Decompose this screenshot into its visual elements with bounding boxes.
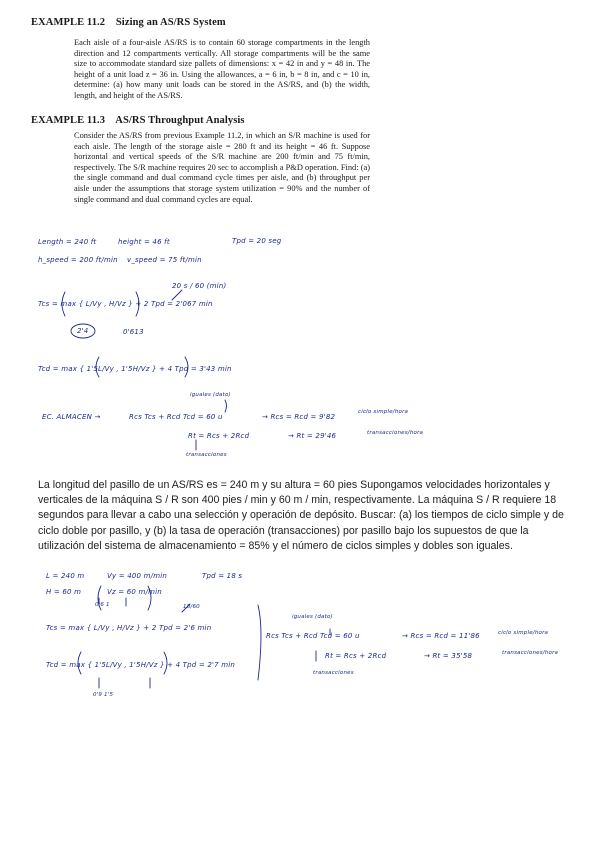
note-unit-transacciones: transacciones/hora (367, 430, 424, 436)
spanish-problem-statement: La longitud del pasillo de un AS/RS es = 240 m y su altura = 60 pies Supongamos velocidades horizontales y verticales de la máquina S / R son 400 pies / min y 60 m / min, respectivamente. La máquina S / R requiere 18 segundos para llevar a cabo una selección y operación de depósito. Buscar: (a) los tiempos de ciclo simple y de ciclo doble por pasillo, y (b) la tasa de operación (transacciones) por pasillo bajo los supuestos de que la utilización del sistema de almacenamiento = 85% y el número de ciclos simples y dobles son iguales. (38, 479, 564, 552)
example-11-2-body: Each aisle of a four-aisle AS/RS is to contain 60 storage compartments in the length direction and 12 compartments vertically. All storage compartments will be the same size to accommodate standard size pallets of dimensions: x = 42 in and y = 48 in. The height of a unit load z = 36 in. Using the allowances, a = 6 in, b = 8 in, and c = 10 in, determine: (a) how many unit loads can be stored in the AS/RS, and (b) the width, length, and height of the AS/RS. (74, 38, 370, 100)
note2-iguales: iguales (dato) (292, 614, 333, 620)
note2-length: L = 240 m (46, 572, 85, 580)
note-tcs-formula: Tcs = max { L/Vy , H/Vz } + 2 Tpd = 2'067 min (38, 300, 213, 308)
note2-tcs-formula: Tcs = max { L/Vy , H/Vz } + 2 Tpd = 2'6 min (46, 624, 212, 632)
example-title: Sizing an AS/RS System (115, 17, 226, 28)
note2-tcd-formula: Tcd = max { 1'5L/Vy , 1'5H/Vz } + 4 Tpd = 2'7 min (46, 661, 235, 669)
note-rt-equation: Rt = Rcs + 2Rcd (188, 432, 250, 440)
note-tcd-formula: Tcd = max { 1'5L/Vy , 1'5H/Vz } + 4 Tpd = 3'43 min (38, 365, 232, 373)
note-circled-value: 2'4 (77, 327, 89, 335)
note2-transacciones: transacciones (313, 670, 354, 676)
example-11-3-body: Consider the AS/RS from previous Example 11.2, in which an S/R machine is used for each aisle. The length of the storage aisle = 280 ft and its height = 46 ft. Suppose horizontal and vertical speeds of the S/R machine are 200 ft/min and 75 ft/min, respectively. The S/R machine requires 20 sec to accomplish a P&D operation. Find: (a) the single command and dual command cycle times per aisle, and (b) throughput per aisle under the assumptions that storage system utilization = 90% and the number of single command and dual command cycles are equal. (74, 131, 370, 204)
note-rcs-equation: Rcs Tcs + Rcd Tcd = 60 u (129, 413, 223, 421)
note-tpd: Tpd = 20 seg (232, 237, 282, 245)
note-length: Length = 240 ft (38, 238, 97, 246)
note2-tpd: Tpd = 18 s (202, 572, 243, 580)
note-height: height = 46 ft (118, 238, 170, 246)
note2-rcs-equation: Rcs Tcs + Rcd Tcd = 60 u (266, 632, 360, 640)
note-h-speed: h_speed = 200 ft/min (38, 256, 118, 264)
note2-unit-ciclo: ciclo simple/hora (498, 630, 549, 636)
note-result-rt: → Rt = 29'46 (288, 432, 337, 440)
note2-fraction: 18/60 (183, 604, 200, 610)
example-number: EXAMPLE 11.2 (31, 17, 106, 28)
example-number: EXAMPLE 11.3 (31, 115, 106, 126)
note-v-speed: v_speed = 75 ft/min (127, 256, 202, 264)
note-value-0613: 0'613 (123, 328, 144, 336)
note2-unit-transacciones: transacciones/hora (502, 650, 559, 656)
note2-top-values: 0'6 1 (95, 602, 110, 608)
note-fraction: 20 s / 60 (min) (172, 282, 227, 290)
note-transacciones: transacciones (186, 452, 227, 458)
note2-vy: Vy = 400 m/min (107, 572, 168, 580)
note2-result-rt: → Rt = 35'58 (424, 652, 473, 660)
note-ec-almacen: EC. ALMACEN → (42, 413, 101, 421)
note2-bottom-values: 0'9 1'5 (93, 692, 114, 698)
note2-result-rcs: → Rcs = Rcd = 11'86 (402, 632, 480, 640)
note-result-rcs: → Rcs = Rcd = 9'82 (262, 413, 336, 421)
note2-height: H = 60 m (46, 588, 82, 596)
note2-vz: Vz = 60 m/min (107, 588, 162, 596)
example-title: AS/RS Throughput Analysis (115, 115, 245, 126)
note-iguales: iguales (dato) (190, 392, 231, 398)
note-unit-ciclo: ciclo simple/hora (358, 409, 409, 415)
note2-rt-equation: Rt = Rcs + 2Rcd (325, 652, 387, 660)
